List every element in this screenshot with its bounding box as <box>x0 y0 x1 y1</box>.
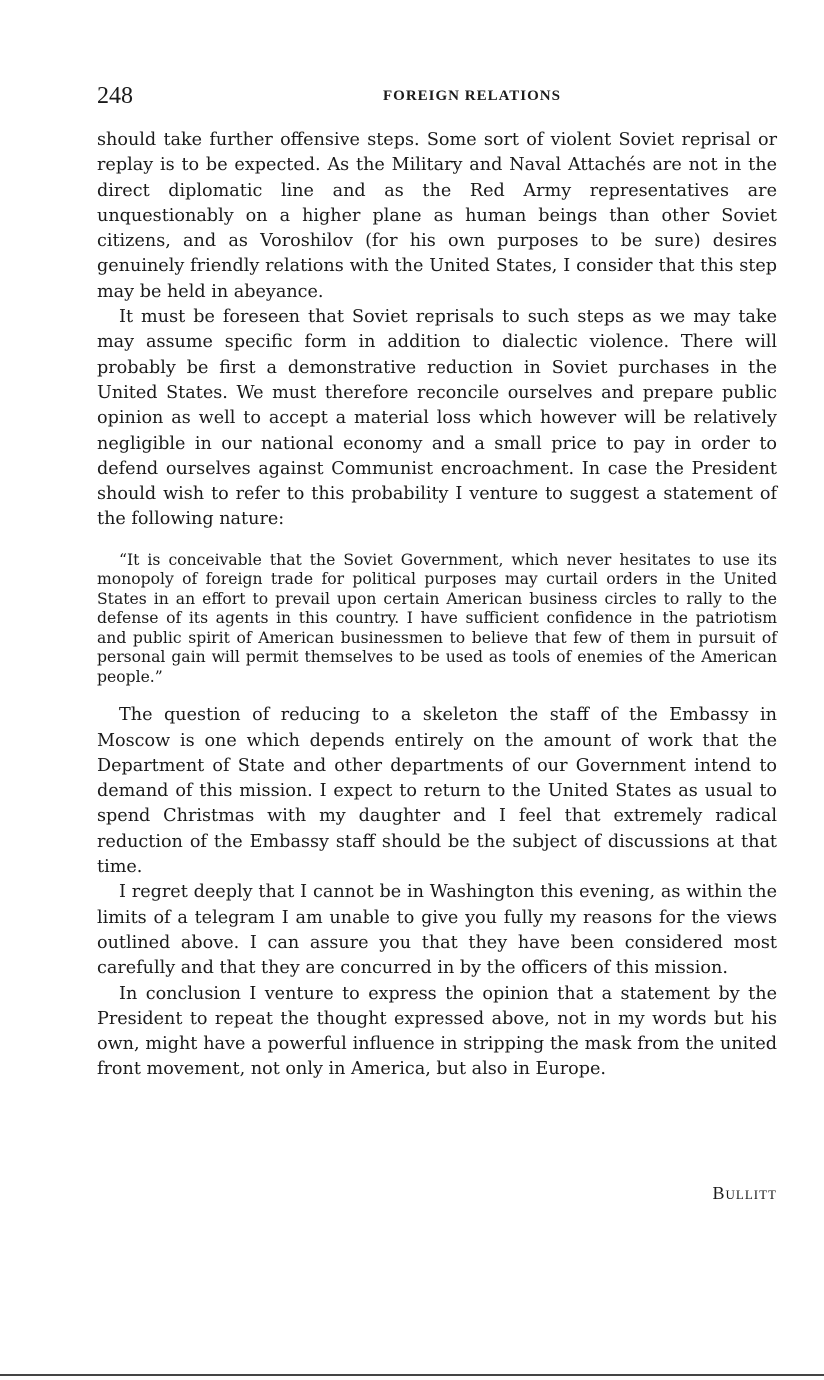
paragraph-regret: I regret deeply that I cannot be in Washington this evening, as within the limits of a telegram I am unable to give you fully my reasons for the views outlined above. I can assure you that they have been considered most carefully and that they are concurred in by the officers of this mission. <box>97 882 777 979</box>
paragraph-continued: should take further offensive steps. Some sort of violent Soviet reprisal or replay is to be expected. As the Military and Naval Attachés are not in the direct diplomatic line and as the Red Army representatives are unquestionably on a higher plane as human beings than other Soviet citizens, and as Voroshilov (for his own purposes to be sure) desires genuinely friendly relations with the United States, I consider that this step may be held in abeyance. <box>97 130 777 302</box>
block-quote: “It is conceivable that the Soviet Government, which never hesitates to use its monopoly of foreign trade for political purposes may curtail orders in the United States in an effort to prevail upon certain American business circles to rally to the defense of its agents in this country. I have sufficient confidence in the patriotism and public spirit of American businessmen to believe that few of them in pursuit of personal gain will permit themselves to be used as tools of enemies of the American people.” <box>97 550 777 686</box>
bottom-rule <box>0 1374 824 1376</box>
document-body <box>97 128 777 1083</box>
paragraph-embassy-staff: The question of reducing to a skeleton the staff of the Embassy in Moscow is one which depends entirely on the amount of work that the Department of State and other departments of our Government intend to demand of this mission. I expect to return to the United States as usual to spend Christmas with my daughter and I feel that extremely radical reduction of the Embassy staff should be the subject of discussions at that time. <box>97 705 777 878</box>
running-head: FOREIGN RELATIONS <box>382 88 561 104</box>
page-number: 248 <box>97 83 133 109</box>
page-header <box>97 82 777 112</box>
signature: Bullitt <box>712 1183 777 1203</box>
paragraph-conclusion: In conclusion I venture to express the opinion that a statement by the President to repeat the thought expressed above, not in my words but his own, might have a powerful influence in stripping the mask from the united front movement, not only in America, but also in Europe. <box>97 983 777 1080</box>
paragraph-reprisals: It must be foreseen that Soviet reprisals to such steps as we may take may assume specific form in addition to dialectic violence. There will probably be first a demonstrative reduction in Soviet purchases in the United States. We must therefore reconcile ourselves and prepare public opinion as well to accept a material loss which however will be relatively negligible in our national economy and a small price to pay in order to defend ourselves against Communist encroachment. In case the President should wish to refer to this probability I venture to suggest a statement of the following nature: <box>97 307 777 530</box>
